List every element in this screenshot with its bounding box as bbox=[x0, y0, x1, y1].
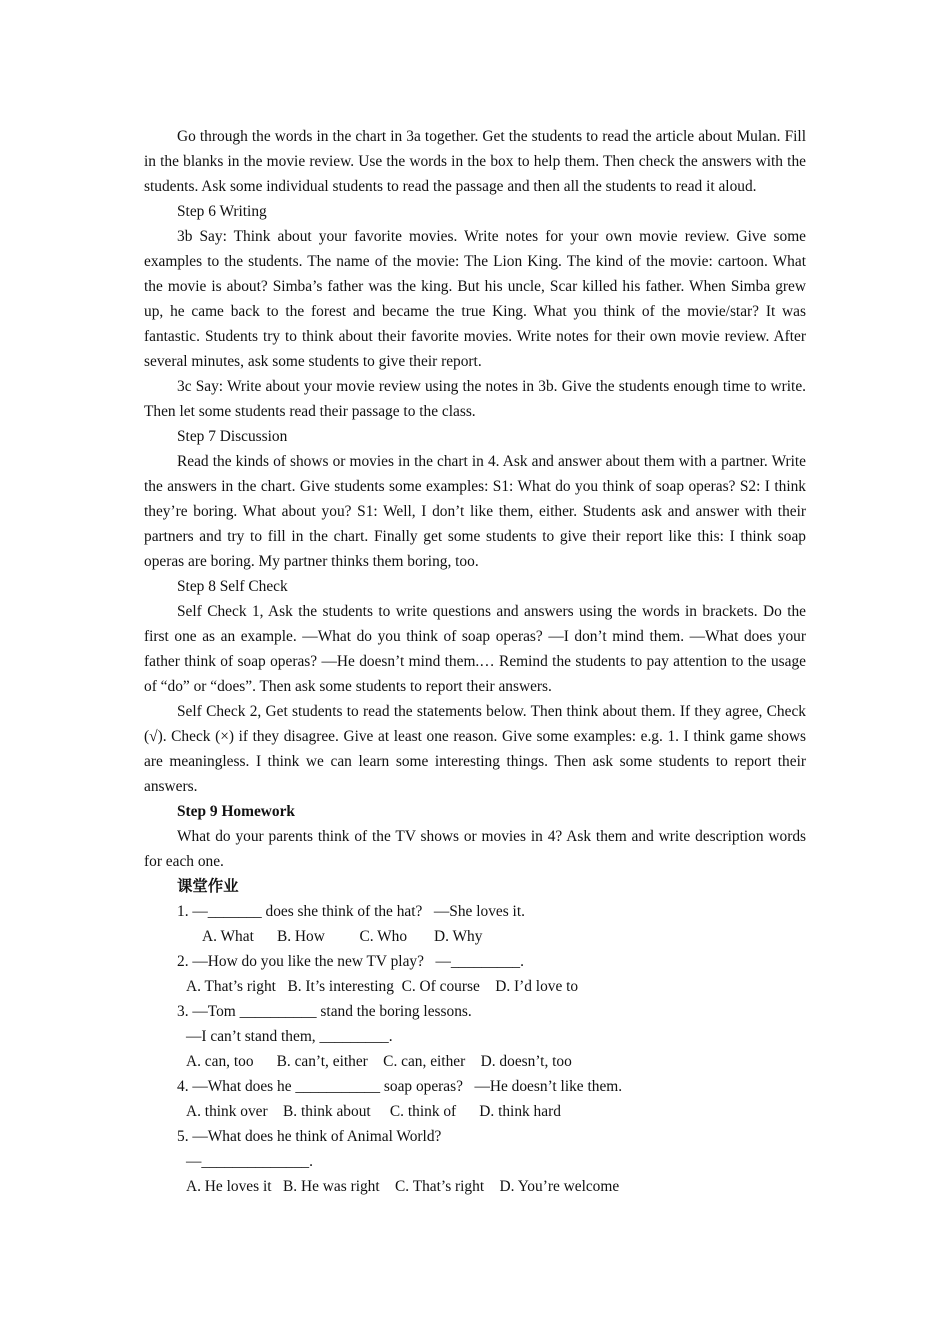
question-3-options: A. can, too B. can’t, either C. can, either D. doesn’t, too bbox=[186, 1053, 572, 1070]
question-5-options: A. He loves it B. He was right C. That’s right D. You’re welcome bbox=[186, 1178, 620, 1195]
paragraph-self-check-2: Self Check 2, Get students to read the statements below. Then think about them. If they agree, Check (√). Check (×) if they disagree. Give at least one reason. Give some examples: e.g. 1. I think game shows are meaningless. I think we can learn some interesting things. Then ask some students to report their answers. bbox=[144, 703, 806, 795]
question-1: 1. —_______ does she think of the hat? —She loves it. bbox=[177, 903, 525, 920]
question-4-options: A. think over B. think about C. think of D. think hard bbox=[186, 1103, 561, 1120]
document-page bbox=[144, 124, 806, 1199]
paragraph-homework: What do your parents think of the TV shows or movies in 4? Ask them and write description words for each one. bbox=[144, 828, 806, 870]
paragraph-3c: 3c Say: Write about your movie review using the notes in 3b. Give the students enough time to write. Then let some students read their passage to the class. bbox=[144, 378, 806, 420]
question-5-reply: —______________. bbox=[186, 1153, 313, 1170]
heading-step-9: Step 9 Homework bbox=[177, 803, 295, 820]
paragraph-self-check-1: Self Check 1, Ask the students to write questions and answers using the words in brackets. Do the first one as an example. —What do you think of soap operas? —I don’t mind them. —What does your father think of soap operas? —He doesn’t mind them.… Remind the students to pay attention to the usage of “do” or “does”. Then ask some students to report their answers. bbox=[144, 603, 806, 695]
paragraph-3a: Go through the words in the chart in 3a together. Get the students to read the article about Mulan. Fill in the blanks in the movie review. Use the words in the box to help them. Then check the answers with the students. Ask some individual students to read the passage and then all the students to read it aloud. bbox=[144, 128, 806, 195]
heading-classwork: 课堂作业 bbox=[177, 878, 239, 895]
question-2-options: A. That’s right B. It’s interesting C. Of course D. I’d love to bbox=[186, 978, 579, 995]
question-4: 4. —What does he ___________ soap operas? —He doesn’t like them. bbox=[177, 1078, 623, 1095]
question-1-options: A. What B. How C. Who D. Why bbox=[202, 928, 483, 945]
paragraph-3b: 3b Say: Think about your favorite movies. Write notes for your own movie review. Give some examples to the students. The name of the movie: The Lion King. The kind of the movie: cartoon. What the movie is about? Simba’s father was the king. But his uncle, Scar killed his father. When Simba grew up, he came back to the forest and became the true King. What you think of the movie/star? It was fantastic. Students try to think about their favorite movies. Write notes for their own movie review. After several minutes, ask some students to give their report. bbox=[144, 228, 806, 370]
heading-step-6: Step 6 Writing bbox=[177, 203, 267, 220]
heading-step-8: Step 8 Self Check bbox=[177, 578, 288, 595]
question-3-reply: —I can’t stand them, _________. bbox=[186, 1028, 393, 1045]
question-2: 2. —How do you like the new TV play? —_________. bbox=[177, 953, 524, 970]
heading-step-7: Step 7 Discussion bbox=[177, 428, 288, 445]
question-3: 3. —Tom __________ stand the boring lessons. bbox=[177, 1003, 472, 1020]
question-5: 5. —What does he think of Animal World? bbox=[177, 1128, 442, 1145]
paragraph-discussion: Read the kinds of shows or movies in the chart in 4. Ask and answer about them with a partner. Write the answers in the chart. Give students some examples: S1: What do you think of soap operas? S2: I think they’re boring. What about you? S1: Well, I don’t like them, either. Students ask and answer with their partners and try to fill in the chart. Finally get some students to give their report like this: I think soap operas are boring. My partner thinks them boring, too. bbox=[144, 453, 806, 570]
